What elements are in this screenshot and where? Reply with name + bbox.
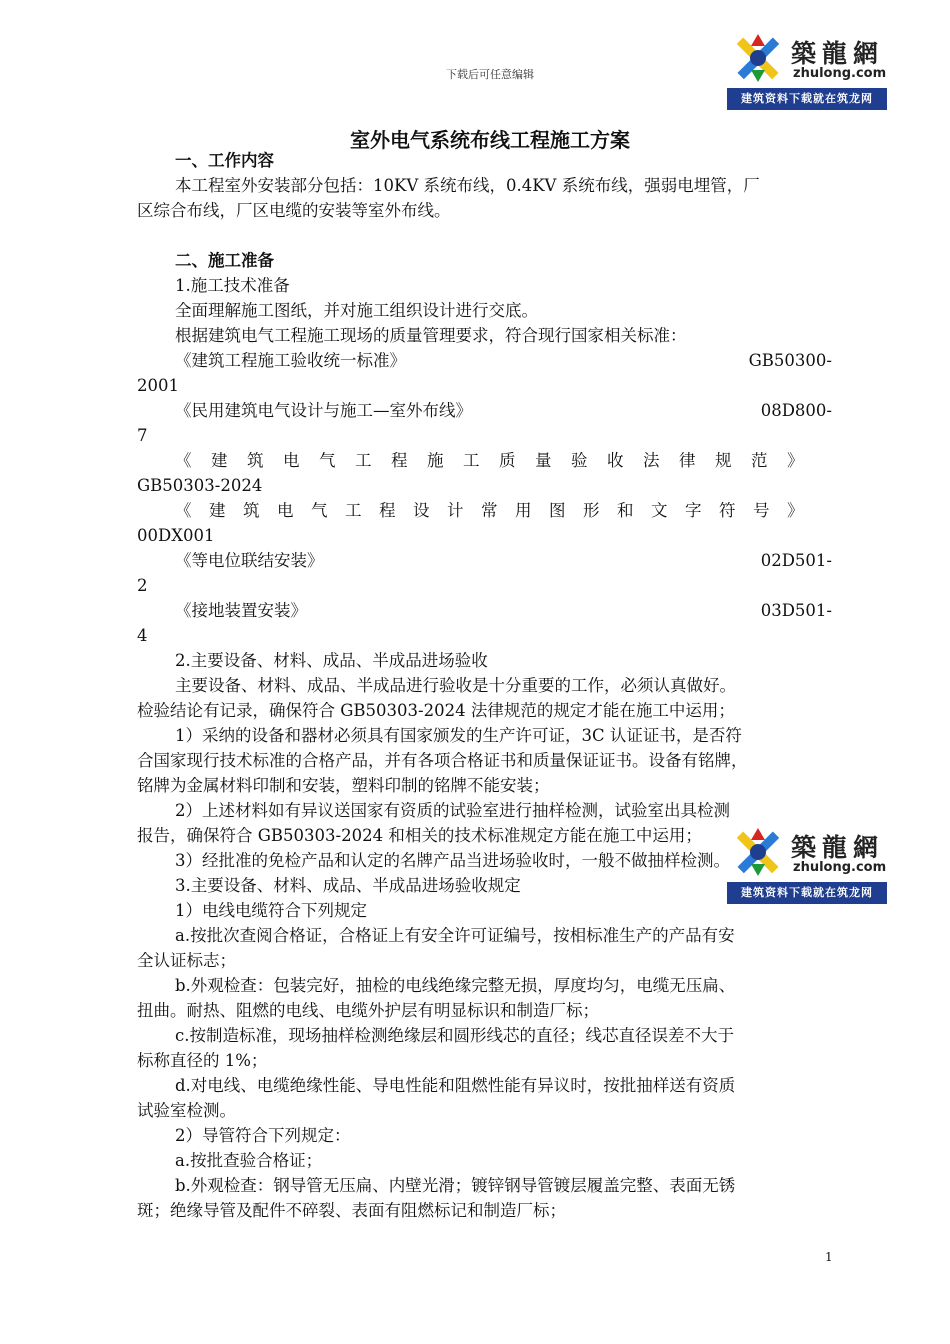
standard-name: 《建筑工程施工验收统一标准》 <box>175 351 406 370</box>
logo-cn: 築龍網 <box>791 833 885 862</box>
document-body <box>137 148 832 1223</box>
paragraph: 本工程室外安装部分包括：10KV 系统布线，0.4KV 系统布线，强弱电埋管，厂 <box>175 176 760 195</box>
paragraph: c.按制造标准，现场抽样检测绝缘层和圆形线芯的直径；线芯直径误差不大于 <box>175 1026 734 1045</box>
page-number: 1 <box>825 1250 833 1264</box>
standard-name: 《接地装置安装》 <box>175 601 307 620</box>
standard-name: 《等电位联结安装》 <box>175 551 324 570</box>
paragraph: 1）电线电缆符合下列规定 <box>175 901 367 920</box>
standard-row <box>137 498 832 523</box>
standard-code-cont: 2 <box>137 576 148 595</box>
logo-en: zhulong.com <box>793 860 887 875</box>
paragraph: 3）经批准的免检产品和认定的名牌产品当进场验收时，一般不做抽样检测。 <box>175 851 730 870</box>
paragraph: 试验室检测。 <box>137 1101 236 1120</box>
paragraph: 根据建筑电气工程施工现场的质量管理要求，符合现行国家相关标准： <box>175 326 687 345</box>
logo-banner: 建筑资料下载就在筑龙网 <box>727 882 887 904</box>
section-heading: 一、工作内容 <box>175 151 274 170</box>
subheading: 2.主要设备、材料、成品、半成品进场验收 <box>175 651 488 670</box>
standard-name: 《建筑电气工程施工质量验收法律规范》 <box>175 451 823 470</box>
standard-row <box>137 548 832 573</box>
zhulong-logo <box>727 30 887 110</box>
paragraph: a.按批次查阅合格证，合格证上有安全许可证编号，按相标准生产的产品有安 <box>175 926 735 945</box>
paragraph: 全认证标志； <box>137 951 236 970</box>
standard-code-cont: GB50303-2024 <box>137 476 263 495</box>
paragraph: 全面理解施工图纸，并对施工组织设计进行交底。 <box>175 301 538 320</box>
paragraph: d.对电线、电缆绝缘性能、导电性能和阻燃性能有异议时，按批抽样送有资质 <box>175 1076 736 1095</box>
standard-row <box>137 398 832 423</box>
paragraph: 2）上述材料如有异议送国家有资质的试验室进行抽样检测，试验室出具检测 <box>175 801 730 820</box>
paragraph: 2）导管符合下列规定： <box>175 1126 351 1145</box>
paragraph: b.外观检查：包装完好，抽检的电线绝缘完整无损，厚度均匀，电缆无压扁、 <box>175 976 736 995</box>
paragraph: b.外观检查：钢导管无压扁、内壁光滑；镀锌钢导管镀层履盖完整、表面无锈 <box>175 1176 736 1195</box>
standard-row <box>137 348 832 373</box>
document-title: 室外电气系统布线工程施工方案 <box>350 128 630 152</box>
paragraph: 铭牌为金属材料印制和安装，塑料印制的铭牌不能安装； <box>137 776 550 795</box>
standard-row <box>137 448 832 473</box>
header-note: 下载后可任意编辑 <box>446 68 534 81</box>
paragraph: 扭曲。耐热、阻燃的电线、电缆外护层有明显标识和制造厂标； <box>137 1001 599 1020</box>
logo-banner: 建筑资料下载就在筑龙网 <box>727 88 887 110</box>
logo-cn: 築龍網 <box>791 39 885 68</box>
standard-code-cont: 2001 <box>137 376 179 395</box>
paragraph: 1）采纳的设备和器材必须具有国家颁发的生产许可证，3C 认证证书，是否符 <box>175 726 742 745</box>
standard-code: 03D501- <box>760 601 832 620</box>
standard-row <box>137 598 832 623</box>
paragraph: 检验结论有记录，确保符合 GB50303-2024 法律规范的规定才能在施工中运用； <box>137 701 735 720</box>
paragraph: 斑；绝缘导管及配件不碎裂、表面有阻燃标记和制造厂标； <box>137 1201 566 1220</box>
paragraph: 报告，确保符合 GB50303-2024 和相关的技术标准规定方能在施工中运用； <box>137 826 702 845</box>
paragraph: 标称直径的 1%； <box>137 1051 268 1070</box>
standard-code: 08D800- <box>760 401 832 420</box>
paragraph: 主要设备、材料、成品、半成品进行验收是十分重要的工作，必须认真做好。 <box>175 676 736 695</box>
standard-code-cont: 4 <box>137 626 148 645</box>
paragraph: 区综合布线，厂区电缆的安装等室外布线。 <box>137 201 451 220</box>
logo-mark-icon <box>729 32 787 84</box>
paragraph: a.按批查验合格证； <box>175 1151 323 1170</box>
logo-en: zhulong.com <box>793 66 887 81</box>
standard-name: 《建筑电气工程设计常用图形和文字符号》 <box>175 501 821 520</box>
subheading: 1.施工技术准备 <box>175 276 290 295</box>
section-heading: 二、施工准备 <box>175 251 274 270</box>
standard-name: 《民用建筑电气设计与施工—室外布线》 <box>175 401 472 420</box>
standard-code-cont: 7 <box>137 426 148 445</box>
standard-code: 02D501- <box>760 551 832 570</box>
paragraph: 合国家现行技术标准的合格产品，并有各项合格证书和质量保证证书。设备有铭牌， <box>137 751 748 770</box>
standard-code: GB50300- <box>748 351 832 370</box>
subheading: 3.主要设备、材料、成品、半成品进场验收规定 <box>175 876 521 895</box>
standard-code-cont: 00DX001 <box>137 526 215 545</box>
